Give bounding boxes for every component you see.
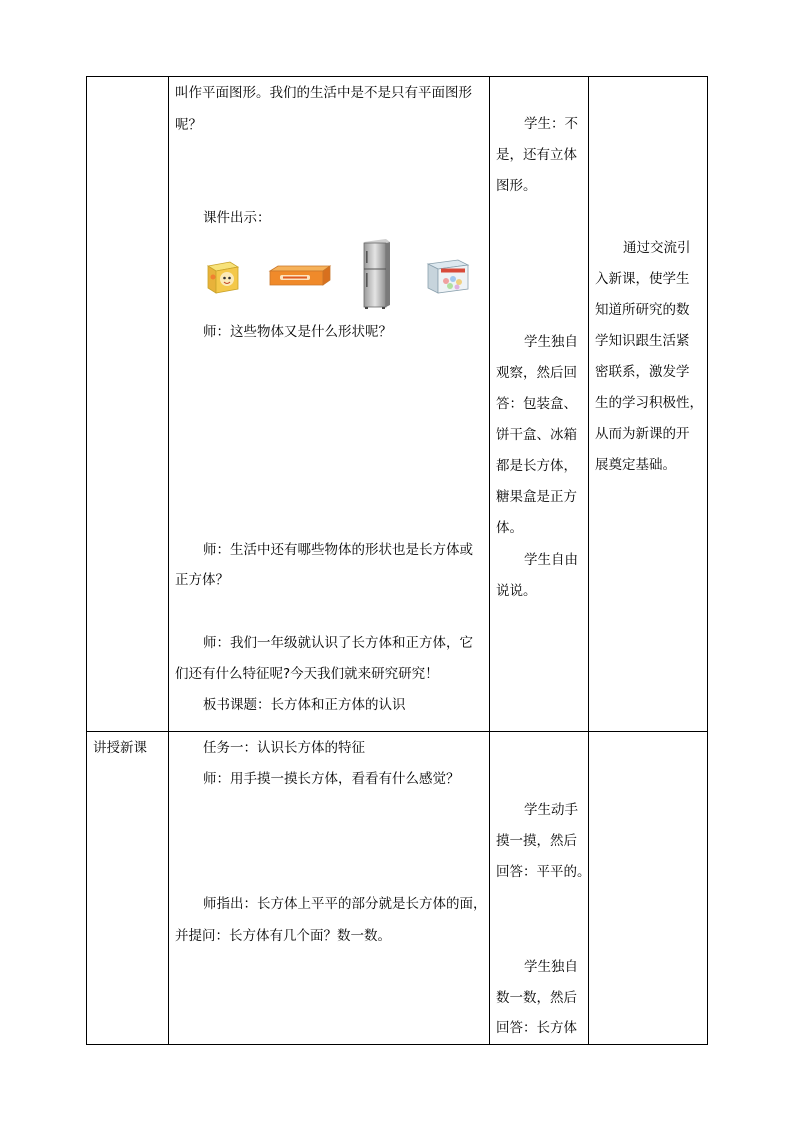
row2-answer2-line1: 学生独自 [524, 959, 578, 975]
design-intent-line4: 学知识跟生活紧 [595, 333, 690, 349]
biscuit-box-icon [268, 265, 332, 287]
student-answer2-line6: 糖果盒是正方 [496, 489, 577, 505]
design-intent-line6: 生的学习积极性， [595, 395, 703, 411]
design-intent-line7: 从而为新课的开 [595, 426, 690, 442]
student-answer2-line1: 学生独自 [524, 334, 578, 350]
task1-title: 任务一：认识长方体的特征 [203, 740, 365, 756]
row2-answer2-line2: 数一数，然后 [496, 990, 577, 1006]
student-answer2-line4: 饼干盒、冰箱 [496, 427, 577, 443]
courseware-label: 课件出示： [203, 210, 271, 226]
question-feature-line1: 师：我们一年级就认识了长方体和正方体，它 [203, 635, 473, 651]
intro-text-line2: 呢？ [175, 117, 202, 133]
cube-box-icon [204, 257, 240, 295]
intro-text-line1: 叫作平面图形。我们的生活中是不是只有平面图形 [175, 85, 472, 101]
student-answer1-line1: 学生：不 [524, 116, 578, 132]
section-label-new-lesson: 讲授新课 [93, 740, 147, 756]
student-answer2-line7: 体。 [496, 520, 523, 536]
row2-answer1-line1: 学生动手 [524, 802, 578, 818]
teacher-point-line2: 并提问：长方体有几个面？数一数。 [175, 928, 391, 944]
question-shape: 师：这些物体又是什么形状呢？ [203, 324, 392, 340]
design-intent-line1: 通过交流引 [623, 240, 691, 256]
row2-answer1-line2: 摸一摸，然后 [496, 833, 577, 849]
question-life-line1: 师：生活中还有哪些物体的形状也是长方体或 [203, 542, 473, 558]
design-intent-line3: 知道所研究的数 [595, 302, 690, 318]
design-intent-line5: 密联系，激发学 [595, 364, 690, 380]
student-answer3-line1: 学生自由 [524, 552, 578, 568]
row2-answer2-line3: 回答：长方体 [496, 1020, 577, 1036]
student-answer2-line3: 答：包装盒、 [496, 396, 577, 412]
question-touch: 师：用手摸一摸长方体，看看有什么感觉？ [203, 771, 460, 787]
student-answer1-line2: 是，还有立体 [496, 147, 577, 163]
teacher-point-line1: 师指出：长方体上平平的部分就是长方体的面， [203, 896, 487, 912]
design-intent-line8: 展奠定基础。 [595, 457, 676, 473]
student-answer1-line3: 图形。 [496, 178, 537, 194]
refrigerator-icon [358, 237, 394, 311]
candy-box-icon [424, 255, 472, 297]
design-intent-line2: 入新课，使学生 [595, 271, 690, 287]
row2-answer1-line3: 回答：平平的。 [496, 864, 591, 880]
question-feature-line2: 们还有什么特征呢?今天我们就来研究研究！ [175, 666, 439, 682]
student-answer2-line2: 观察，然后回 [496, 365, 577, 381]
board-title: 板书课题：长方体和正方体的认识 [203, 697, 406, 713]
question-life-line2: 正方体？ [175, 572, 229, 588]
student-answer2-line5: 都是长方体， [496, 458, 577, 474]
student-answer3-line2: 说说。 [496, 583, 537, 599]
